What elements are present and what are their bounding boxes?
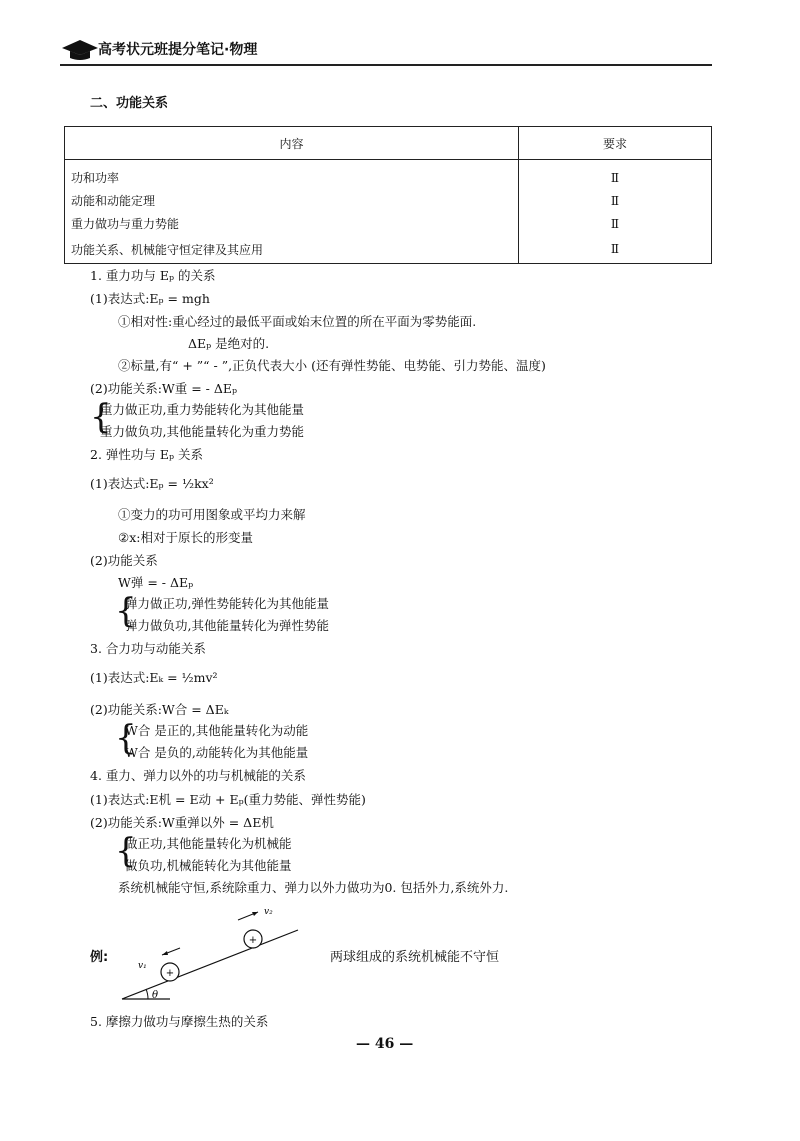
- brace-symbol: {: [115, 718, 137, 758]
- page-header: [60, 36, 710, 66]
- expression-2: (1)表达式:Eₚ = ½kx²: [90, 476, 214, 491]
- relation-1: (2)功能关系:W重 = - ΔEₚ: [90, 381, 238, 396]
- brace-line: 弹力做负功,其他能量转化为弹性势能: [125, 618, 329, 633]
- expression-3: (1)表达式:Eₖ = ½mv²: [90, 670, 218, 685]
- relation-2-title: (2)功能关系: [90, 553, 158, 568]
- table-cell-content: 功能关系、机械能守恒定律及其应用: [65, 235, 519, 264]
- example-note: 两球组成的系统机械能不守恒: [330, 950, 500, 965]
- relation-2: W弹 = - ΔEₚ: [118, 575, 194, 590]
- brace-symbol: {: [115, 831, 137, 871]
- table-cell-level: Ⅱ: [519, 160, 712, 190]
- brace-group-4: [115, 831, 515, 874]
- heading-2: 2. 弹性功与 Eₚ 关系: [90, 447, 203, 462]
- graduation-cap-icon: [60, 38, 100, 62]
- example-label: 例:: [90, 950, 109, 965]
- incline-line: [122, 930, 298, 999]
- relation-3: (2)功能关系:W合 = ΔEₖ: [90, 702, 229, 717]
- note-absolute: ΔEₚ 是绝对的.: [188, 336, 270, 351]
- table-cell-content: 功和功率: [65, 160, 519, 190]
- table-row: [65, 235, 712, 264]
- heading-3: 3. 合力功与动能关系: [90, 641, 206, 656]
- brace-line: 做负功,机械能转化为其他能量: [125, 858, 292, 873]
- brace-symbol: {: [115, 591, 137, 631]
- brace-line: W合 是正的,其他能量转化为动能: [125, 723, 309, 738]
- section-title: 二、功能关系: [90, 96, 169, 111]
- note-variable-force: ①变力的功可用图象或平均力来解: [118, 507, 306, 522]
- v2-label: v₂: [264, 907, 273, 917]
- brace-group-1: [90, 397, 490, 440]
- table-row: [65, 160, 712, 190]
- table-cell-content: 重力做功与重力势能: [65, 212, 519, 235]
- table-header-requirement: 要求: [519, 127, 712, 160]
- header-title: 高考状元班提分笔记·物理: [98, 42, 258, 58]
- note-relativity: ①相对性:重心经过的最低平面或始末位置的所在平面为零势能面.: [118, 314, 477, 329]
- heading-5: 5. 摩擦力做功与摩擦生热的关系: [90, 1014, 269, 1029]
- expression-1: (1)表达式:Eₚ = mgh: [90, 291, 210, 306]
- conservation-note: 系统机械能守恒,系统除重力、弹力以外力做功为0. 包括外力,系统外力.: [118, 880, 509, 895]
- table-row: [65, 189, 712, 212]
- expression-4: (1)表达式:E机 = E动 + Eₚ(重力势能、弹性势能): [90, 792, 366, 807]
- relation-4: (2)功能关系:W重弹以外 = ΔE机: [90, 815, 274, 830]
- ball-1-plus: +: [165, 968, 175, 979]
- header-rule: [60, 64, 712, 66]
- brace-group-2: [115, 591, 515, 634]
- brace-line: 重力做负功,其他能量转化为重力势能: [100, 424, 304, 439]
- table-cell-level: Ⅱ: [519, 189, 712, 212]
- incline-diagram: [118, 900, 318, 1005]
- table-row: [65, 212, 712, 235]
- brace-line: 重力做正功,重力势能转化为其他能量: [100, 402, 304, 417]
- page-number: — 46 —: [356, 1036, 414, 1052]
- requirements-table: [64, 126, 712, 264]
- angle-arc: [146, 989, 148, 999]
- brace-group-3: [115, 718, 515, 761]
- table-cell-level: Ⅱ: [519, 235, 712, 264]
- table-cell-level: Ⅱ: [519, 212, 712, 235]
- brace-line: W合 是负的,动能转化为其他能量: [125, 745, 309, 760]
- heading-1: 1. 重力功与 Eₚ 的关系: [90, 268, 216, 283]
- table-cell-content: 动能和动能定理: [65, 189, 519, 212]
- table-header-row: [65, 127, 712, 160]
- ball-2-plus: +: [248, 935, 258, 946]
- table-header-content: 内容: [65, 127, 519, 160]
- example-figure: [90, 900, 710, 1010]
- brace-symbol: {: [90, 397, 112, 437]
- brace-line: 做正功,其他能量转化为机械能: [125, 836, 292, 851]
- heading-4: 4. 重力、弹力以外的功与机械能的关系: [90, 768, 306, 783]
- v1-label: v₁: [138, 961, 147, 971]
- theta-label: θ: [152, 990, 159, 1001]
- v1-arrowhead: [162, 951, 168, 955]
- note-deformation: ②x:相对于原长的形变量: [118, 530, 253, 545]
- brace-line: 弹力做正功,弹性势能转化为其他能量: [125, 596, 329, 611]
- note-scalar: ②标量,有“ + ”“ - ”,正负代表大小 (还有弹性势能、电势能、引力势能、温度): [118, 358, 546, 373]
